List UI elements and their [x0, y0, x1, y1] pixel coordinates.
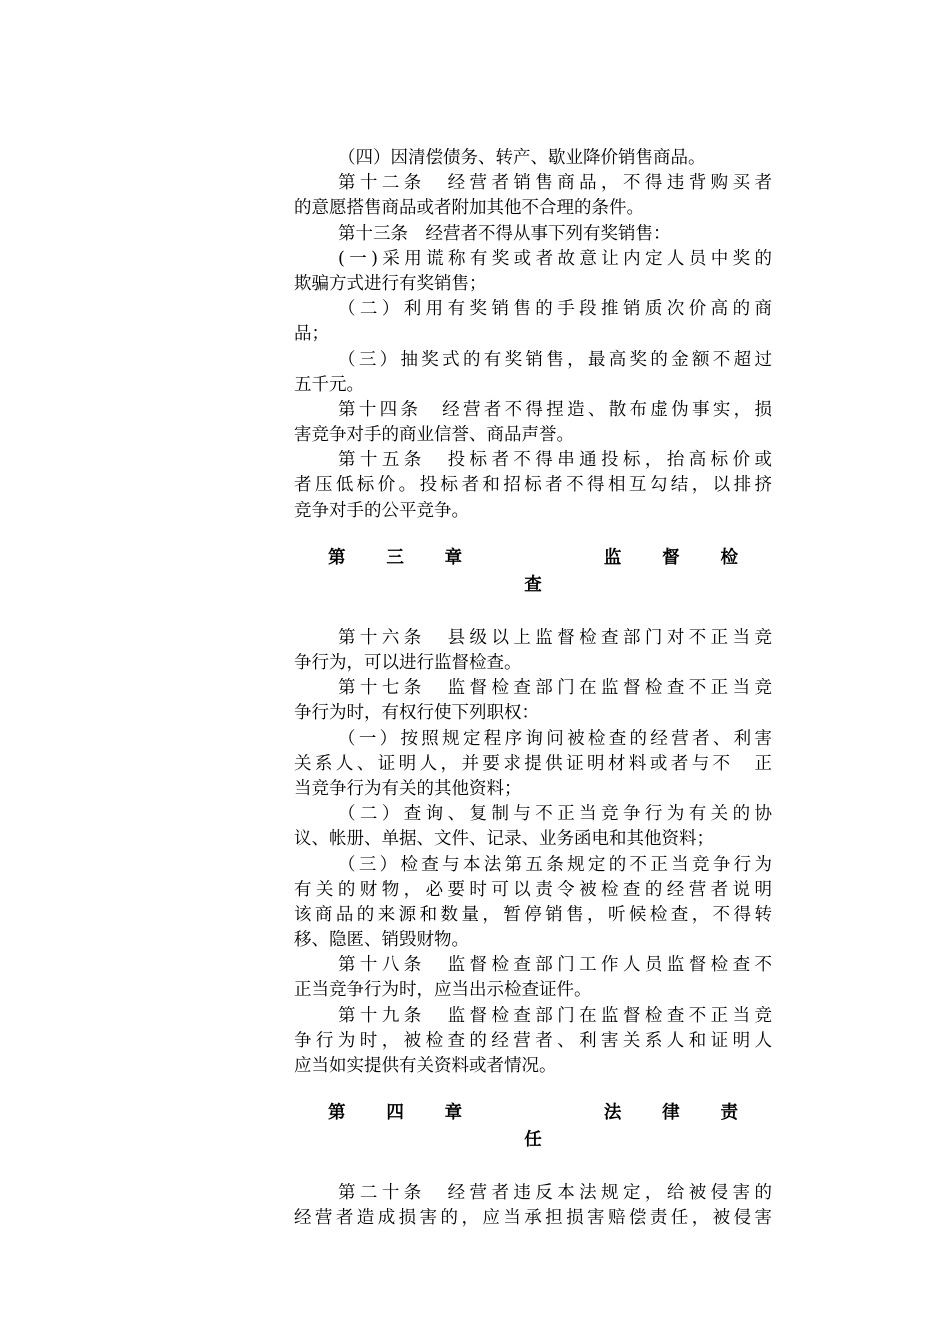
text-line: （二）利用有奖销售的手段推销质次价高的商 — [338, 299, 772, 320]
text-line: （三）抽奖式的有奖销售，最高奖的金额不超过 — [338, 349, 772, 370]
paragraph — [294, 727, 772, 803]
text-line: 第十四条 经营者不得捏造、散布虚伪事实，损 — [338, 399, 772, 420]
text-line: 的意愿搭售商品或者附加其他不合理的条件。 — [294, 198, 644, 219]
text-line: 争行为时，有权行使下列职权： — [294, 703, 539, 724]
text-line: （一）按照规定程序询问被检查的经营者、利害 — [338, 728, 772, 749]
text-line: 品； — [294, 324, 329, 345]
paragraph — [294, 297, 772, 347]
text-line: 应当如实提供有关资料或者情况。 — [294, 1056, 557, 1076]
paragraph — [294, 348, 772, 398]
heading-char: 四 — [386, 1103, 404, 1124]
text-line: 当竞争行为有关的其他资料； — [294, 778, 522, 799]
text-line: 第十二条 经营者销售商品，不得违背购买者 — [338, 173, 772, 194]
paragraph — [294, 222, 772, 247]
text-line: 害竞争对手的商业信誉、商品声誉。 — [294, 425, 574, 446]
paragraph — [294, 853, 772, 954]
section-articles-12-15 — [294, 146, 772, 524]
heading-char: 章 — [444, 547, 463, 568]
section-articles-16-19 — [294, 626, 772, 1079]
paragraph — [294, 146, 772, 171]
chapter-3-heading — [294, 544, 772, 598]
chapter-title-tail: 任 — [524, 1130, 542, 1151]
heading-char: 督 — [662, 547, 680, 568]
text-line: （三）检查与本法第五条规定的不正当竞争行为 — [338, 854, 772, 875]
heading-char: 律 — [662, 1103, 680, 1124]
heading-spacer — [503, 1099, 563, 1127]
text-line: 经营者造成损害的，应当承担损害赔偿责任，被侵害 — [294, 1208, 772, 1229]
paragraph — [294, 626, 772, 676]
paragraph — [294, 1181, 772, 1231]
text-line: 第十三条 经营者不得从事下列有奖销售： — [338, 223, 671, 244]
heading-char: 责 — [720, 1103, 738, 1124]
text-line: 第十五条 投标者不得串通投标，抬高标价或 — [338, 450, 772, 471]
text-line: 第十七条 监督检查部门在监督检查不正当竞 — [338, 678, 772, 699]
text-line: 议、帐册、单据、文件、记录、业务函电和其他资料； — [294, 829, 714, 850]
heading-char: 章 — [444, 1103, 463, 1124]
text-line: 第二十条 经营者违反本法规定，给被侵害的 — [338, 1183, 772, 1204]
section-article-20 — [294, 1181, 772, 1231]
text-line: 关系人、证明人，并要求提供证明材料或者与不 正 — [294, 753, 772, 774]
paragraph — [294, 953, 772, 1003]
text-line: 正当竞争行为时，应当出示检查证件。 — [294, 980, 592, 1001]
text-line: 五千元。 — [294, 374, 364, 395]
heading-char: 检 — [720, 547, 738, 568]
paragraph — [294, 448, 772, 524]
paragraph — [294, 247, 772, 297]
text-line: （二）查询、复制与不正当竞争行为有关的协 — [338, 804, 772, 825]
heading-char: 第 — [328, 1103, 346, 1124]
heading-char: 监 — [603, 547, 622, 568]
paragraph — [294, 398, 772, 448]
paragraph — [294, 171, 772, 221]
heading-char: 第 — [328, 547, 346, 568]
text-line: 欺骗方式进行有奖销售； — [294, 273, 487, 294]
chapter-title-row — [294, 544, 772, 572]
paragraph — [294, 802, 772, 852]
text-line: 者压低标价。投标者和招标者不得相互勾结，以排挤 — [294, 475, 772, 496]
text-line: 争行为时，被检查的经营者、利害关系人和证明人 — [294, 1030, 772, 1051]
text-line: 争行为，可以进行监督检查。 — [294, 653, 522, 673]
text-line: 移、隐匿、销毁财物。 — [294, 930, 469, 951]
text-line: 第十九条 监督检查部门在监督检查不正当竞 — [338, 1005, 772, 1026]
chapter-title-tail: 查 — [524, 574, 542, 595]
chapter-4-heading — [294, 1099, 772, 1153]
paragraph — [294, 676, 772, 726]
heading-char: 三 — [386, 547, 404, 568]
text-line: 竞争对手的公平竞争。 — [294, 500, 469, 521]
heading-spacer — [503, 544, 563, 572]
text-line: 第十八条 监督检查部门工作人员监督检查不 — [338, 955, 772, 976]
text-line: （四）因清偿债务、转产、歇业降价销售商品。 — [338, 148, 706, 168]
paragraph — [294, 1004, 772, 1080]
document-page — [294, 146, 772, 1232]
text-line: 有关的财物，必要时可以责令被检查的经营者说明 — [294, 879, 772, 900]
chapter-title-row — [294, 1099, 772, 1127]
text-line: 该商品的来源和数量，暂停销售，听候检查，不得转 — [294, 904, 772, 925]
text-line: (一)采用谎称有奖或者故意让内定人员中奖的 — [338, 248, 772, 269]
heading-char: 法 — [603, 1103, 622, 1124]
text-line: 第十六条 县级以上监督检查部门对不正当竞 — [338, 627, 772, 648]
